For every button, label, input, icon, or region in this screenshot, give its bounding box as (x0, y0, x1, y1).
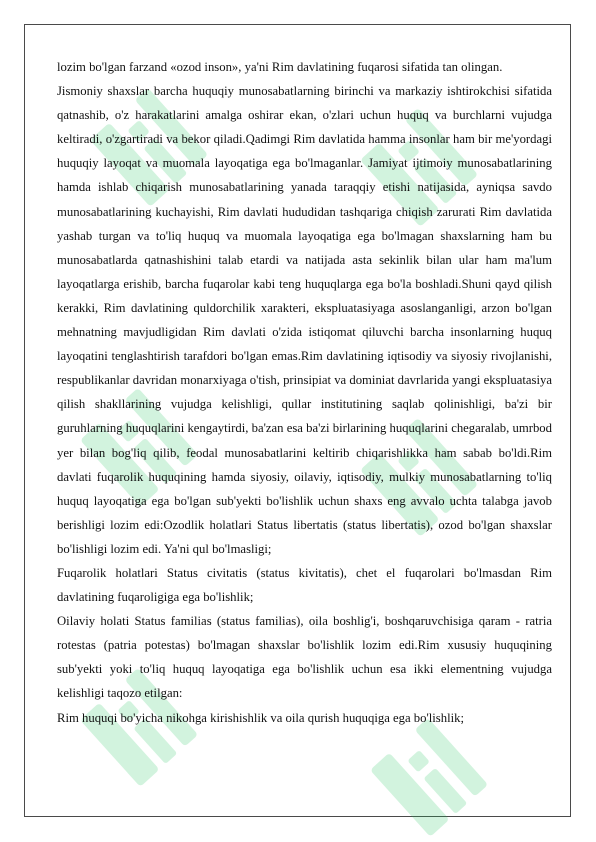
paragraph: Rim huquqi bo'yicha nikohga kirishishlik va oila qurish huquqiga ega bo'lishlik; (57, 710, 465, 725)
paragraph: Oilaviy holati Status familias (status familias), oila boshlig'i, boshqaruvchisiga qaram - ratria rotestas (patria potestas) bo'lmagan shaxslar bo'lishlik lozim edi.Rim xususiy huquqining sub'yekti yoki to'liq huquq layoqatiga ega bo'lishlik uchun esa ikki elementning vujudga kelishligi taqozo etilgan: (57, 614, 552, 701)
paragraph: Jismoniy shaxslar barcha huquqiy munosabatlarning birinchi va markaziy ishtirokchisi sifatida qatnashib, o'z harakatlarini amalga oshirar ekan, o'zlari uchun huquq va burchlarni vujudga keltiradi, o'zgartiradi va bekor qiladi.Qadimgi Rim davlatida hamma insonlar ham bir me'yordagi huquqiy layoqat va muomala layoqatiga ega bo'lmaganlar. Jamiyat ijtimoiy munosabatlarining hamda ishlab chiqarish munosabatlarining yanada taraqqiy etishi natijasida, ayniqsa savdo munosabatlarining kuchayishi, Rim davlati hududidan tashqariga chiqish zarurati Rim davlatida yashab turgan va to'liq huquq va muomala layoqatiga ega bo'lmagan shaxslarning ham bu munosabatlarda qatnashishini talab etardi va natijada asta sekinlik bilan ular ham ma'lum layoqatlarga erishib, barcha fuqarolar kabi teng huquqlarga ega bo'la boshladi.Shuni qayd qilish kerakki, Rim davlatining quldorchilik xarakteri, ekspluatasiyaga asoslanganligi, arzon bo'lgan mehnatning mavjudligidan Rim davlati o'zida istiqomat qiluvchi barcha insonlarning huquq layoqatini tenglashtirish tarafdori bo'lgan emas.Rim davlatining iqtisodiy va siyosiy rivojlanishi, respublikanlar davridan monarxiyaga o'tish, prinsipiat va dominiat davrlarida yangi ekspluatasiya qilish shakllarining vujudga kelishligi, qullar institutining saqlab qolinishligi, ba'zi bir guruhlarning huquqlarini kengaytirdi, ba'zan esa ba'zi birlarining huquqlarini chegaralab, umrbod yer bilan bog'liq qilib, feodal munosabatlarini keltirib chiqarishlikka ham sabab bo'ldi.Rim davlati fuqarolik huquqining hamda siyosiy, oilaviy, iqtisodiy, mulkiy munosabatlarning to'liq huquq layoqatiga ega bo'lgan sub'yekti bo'lishlik uchun shaxs eng avvalo uchta talabga javob berishligi lozim edi:Ozodlik holatlari Status libertatis (status libertatis), ozod bo'lgan shaxslar bo'lishligi lozim edi. Ya'ni qul bo'lmasligi; (57, 84, 552, 556)
paragraph: lozim bo'lgan farzand «ozod inson», ya'ni Rim davlatining fuqarosi sifatida tan olingan. (57, 60, 503, 74)
paragraph: Fuqarolik holatlari Status civitatis (status kivitatis), chet el fuqarolari bo'lmasdan Rim davlatining fuqaroligiga ega bo'lishlik; (57, 565, 552, 605)
document-body (57, 55, 552, 730)
